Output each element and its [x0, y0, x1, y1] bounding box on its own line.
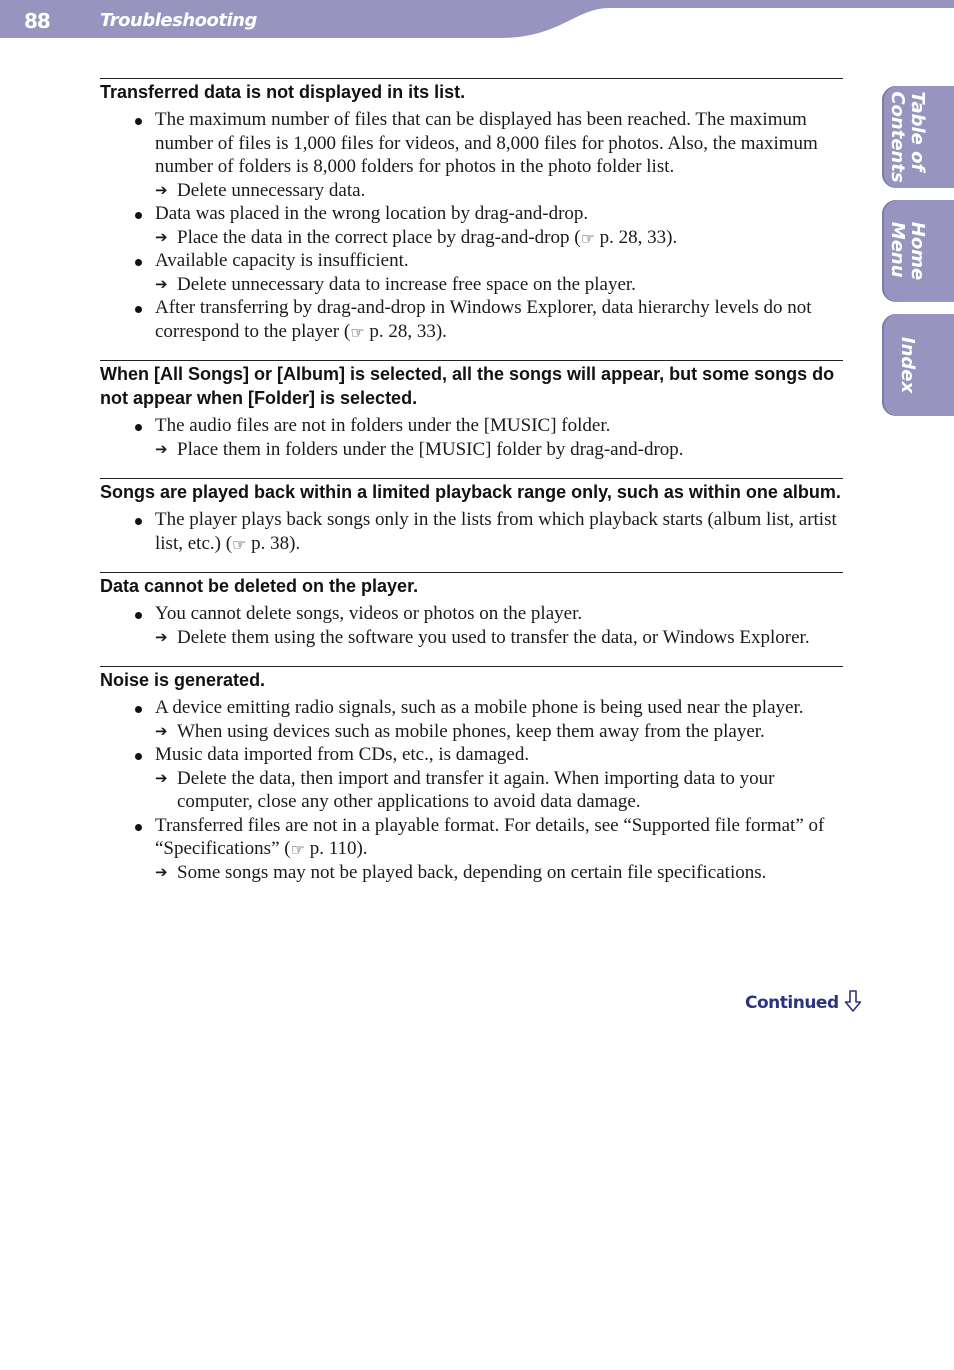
home-menu-tab[interactable]	[882, 200, 954, 302]
page-reference-link[interactable]: p. 110).	[309, 838, 368, 859]
action-text: Place the data in the correct place by drag-and-drop (	[177, 226, 581, 248]
bullet-icon	[135, 518, 142, 525]
bullet-text: Music data imported from CDs, etc., is damaged.	[155, 744, 530, 765]
right-arrow-icon: ➔	[155, 768, 168, 787]
action-text: When using devices such as mobile phones, keep them away from the player.	[177, 720, 765, 742]
bullet-text: The audio files are not in folders under the [MUSIC] folder.	[155, 415, 611, 436]
action-text: Place them in folders under the [MUSIC] folder by drag-and-drop.	[177, 438, 684, 460]
action-item	[100, 626, 843, 650]
section-heading: When [All Songs] or [Album] is selected, all the songs will appear, but some songs do not appear when [Folder] is selected.	[100, 364, 835, 408]
continued-link[interactable]	[745, 990, 862, 1013]
tab-label-home: Home Menu	[887, 221, 928, 281]
list-item	[100, 602, 843, 626]
list-item	[100, 743, 843, 767]
right-arrow-icon: ➔	[155, 274, 168, 293]
action-item	[100, 767, 843, 814]
continued-label: Continued	[745, 993, 839, 1013]
troubleshooting-section	[100, 572, 843, 649]
bullet-text: After transferring by drag-and-drop in Windows Explorer, data hierarchy levels do not correspond to the player (	[155, 297, 812, 342]
action-text: Delete unnecessary data.	[177, 179, 366, 201]
section-heading: Transferred data is not displayed in its list.	[100, 82, 466, 102]
table-of-contents-tab[interactable]	[882, 86, 954, 188]
page-number: 88	[24, 9, 50, 33]
pointing-hand-icon: ☞	[232, 534, 247, 554]
bullet-icon	[135, 424, 142, 431]
bullet-icon	[135, 259, 142, 266]
section-heading: Songs are played back within a limited playback range only, such as within one album.	[100, 482, 841, 502]
right-arrow-icon: ➔	[155, 862, 168, 881]
action-text: Delete the data, then import and transfer it again. When importing data to your computer, close any other applications to avoid data damage.	[177, 767, 775, 812]
section-title: Troubleshooting	[100, 10, 257, 31]
bullet-text: A device emitting radio signals, such as a mobile phone is being used near the player.	[155, 697, 804, 718]
bullet-icon	[135, 118, 142, 125]
right-arrow-icon: ➔	[155, 721, 168, 740]
action-item	[100, 720, 843, 744]
action-text: Delete unnecessary data to increase free space on the player.	[177, 273, 636, 295]
pointing-hand-icon: ☞	[290, 840, 305, 859]
bullet-text: You cannot delete songs, videos or photos on the player.	[155, 603, 583, 624]
page-reference-link[interactable]: p. 28, 33).	[599, 226, 678, 248]
bullet-icon	[135, 753, 142, 760]
bullet-text: Transferred files are not in a playable format. For details, see “Supported file format” of “Specifications” (	[155, 814, 825, 859]
troubleshooting-section	[100, 666, 843, 884]
action-item	[100, 179, 843, 203]
action-item	[100, 861, 843, 885]
list-item	[100, 249, 843, 273]
list-item	[100, 696, 843, 720]
pointing-hand-icon: ☞	[580, 228, 595, 248]
bullet-text: The player plays back songs only in the lists from which playback starts (album list, artist list, etc.) (	[155, 509, 837, 554]
right-arrow-icon: ➔	[155, 439, 168, 458]
right-arrow-icon: ➔	[155, 627, 168, 646]
troubleshooting-section	[100, 360, 843, 461]
list-item	[100, 202, 843, 226]
list-item	[100, 508, 843, 555]
section-heading: Data cannot be deleted on the player.	[100, 576, 419, 596]
main-content	[100, 78, 843, 884]
bullet-text: Data was placed in the wrong location by drag-and-drop.	[155, 203, 589, 224]
action-text: Some songs may not be played back, depending on certain file specifications.	[177, 861, 767, 883]
bullet-icon	[135, 706, 142, 713]
section-heading: Noise is generated.	[100, 670, 266, 690]
list-item	[100, 414, 843, 438]
action-text: Delete them using the software you used to transfer the data, or Windows Explorer.	[177, 626, 810, 648]
list-item	[100, 296, 843, 343]
tab-label-index: Index	[897, 336, 918, 394]
index-tab[interactable]	[882, 314, 954, 416]
bullet-icon	[135, 612, 142, 619]
page-reference-link[interactable]: p. 28, 33).	[369, 320, 447, 342]
troubleshooting-section	[100, 478, 843, 555]
tab-label-toc: Table of Contents	[887, 91, 928, 183]
action-item	[100, 226, 843, 250]
right-arrow-icon: ➔	[155, 227, 168, 246]
pointing-hand-icon: ☞	[350, 322, 365, 342]
right-arrow-icon: ➔	[155, 180, 168, 199]
troubleshooting-section	[100, 78, 843, 343]
bullet-text: Available capacity is insufficient.	[155, 250, 409, 271]
action-item	[100, 273, 843, 297]
page-header	[0, 0, 954, 40]
bullet-icon	[135, 212, 142, 219]
page-reference-link[interactable]: p. 38).	[251, 532, 301, 554]
list-item	[100, 814, 843, 861]
list-item	[100, 108, 843, 179]
bullet-icon	[135, 824, 142, 831]
bullet-icon	[135, 306, 142, 313]
action-item	[100, 438, 843, 462]
down-arrow-icon	[844, 990, 862, 1012]
bullet-text: The maximum number of files that can be displayed has been reached. The maximum number of files is 1,000 files for videos, and 8,000 files for photos. Also, the maximum number of folders is 8,000 folders for photos in the photo folder list.	[155, 109, 818, 177]
